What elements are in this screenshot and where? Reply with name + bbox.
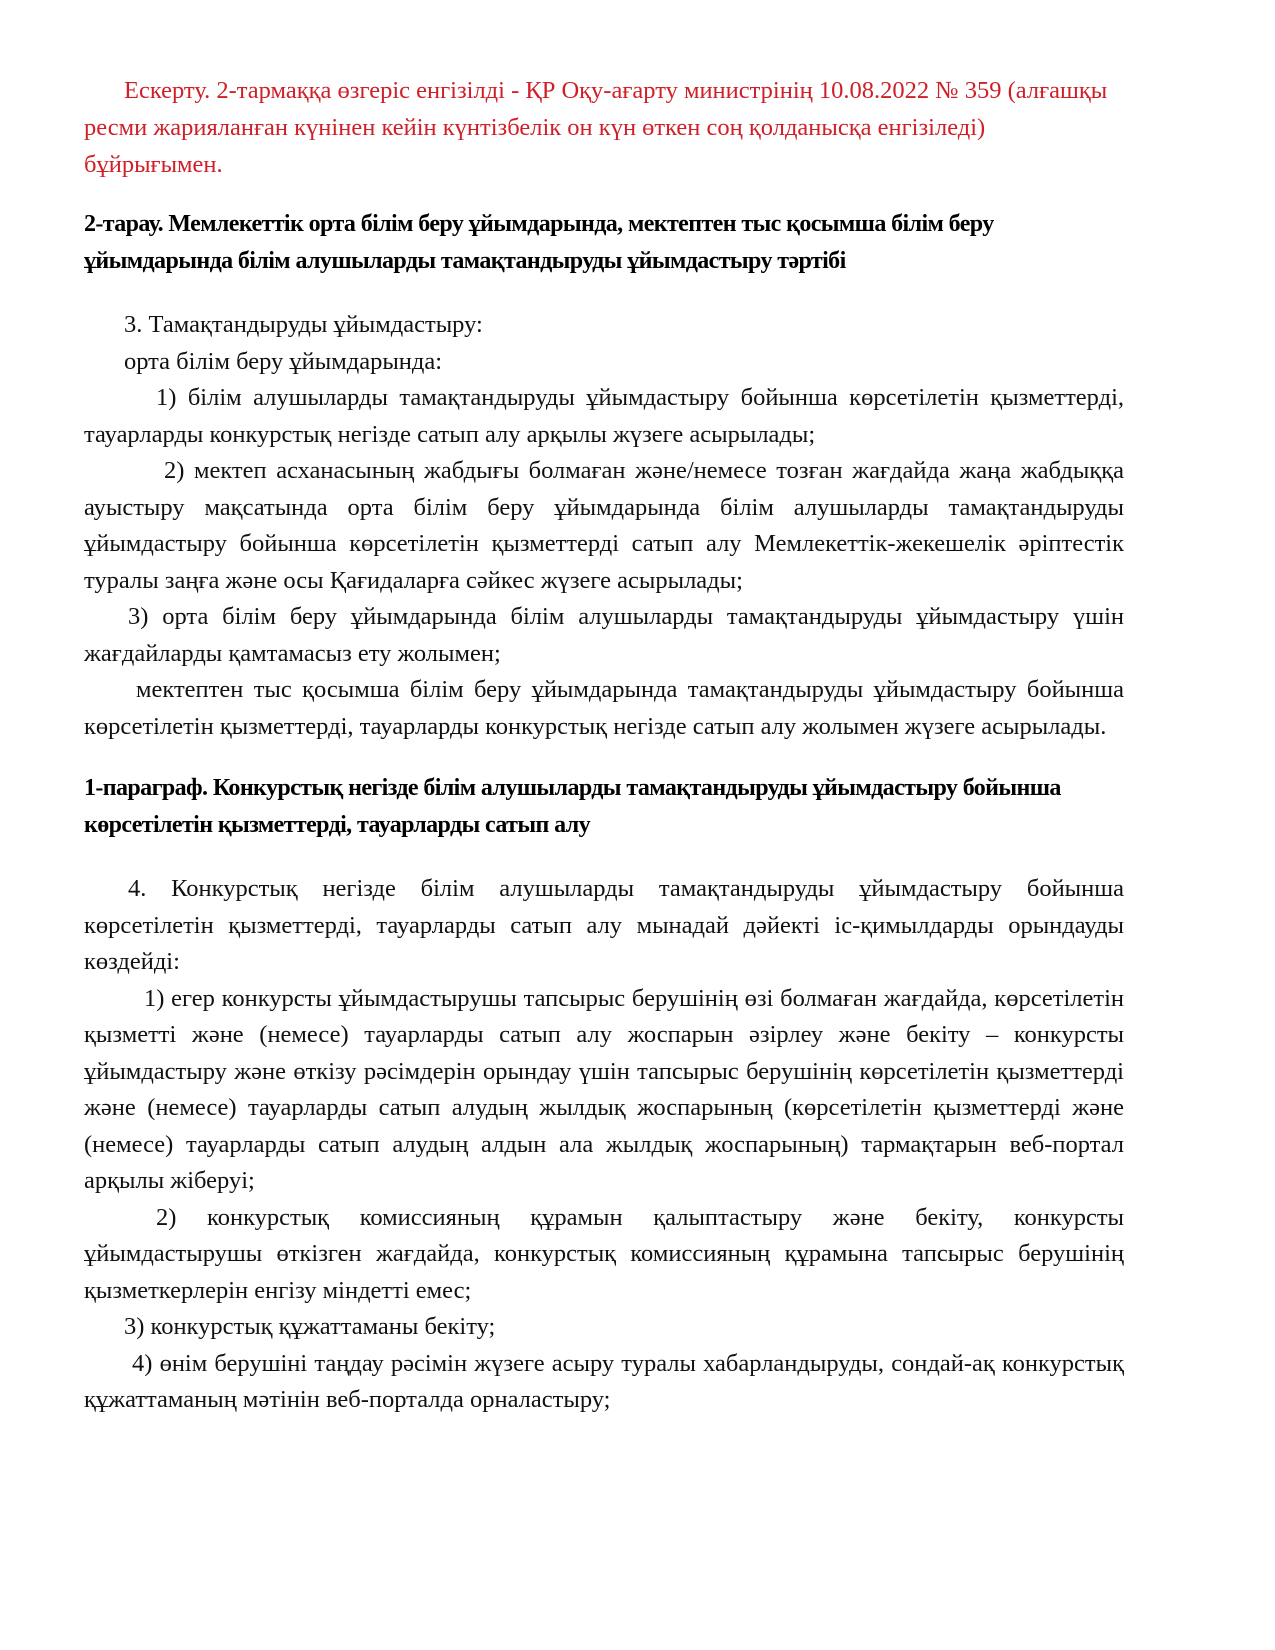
section-3-title: 3. Тамақтандыруды ұйымдастыру: xyxy=(124,311,483,338)
amendment-note: Ескерту. 2-тармаққа өзгеріс енгізілді - ҚР Оқу-ағарту министрінің 10.08.2022 № 359 (алғашқы ресми жарияланған күнінен кейін күнтізбелік он күн өткен соң қолданысқа енгізіледі) бұйрығымен. xyxy=(84,77,1108,178)
paragraph-heading: 1-параграф. Конкурстық негізде білім алушыларды тамақтандыруды ұйымдастыру бойынша көрсетілетін қызметтерді, тауарларды сатып алу xyxy=(84,775,1061,838)
section-4-item-2: 2) конкурстық комиссияның құрамын қалыптастыру және бекіту, конкурсты ұйымдастырушы өткізген жағдайда, конкурстық комиссияның құрамына тапсырыс берушінің қызметкерлерін енгізу міндетті емес; xyxy=(84,1203,1124,1304)
document-page xyxy=(84,72,1124,1419)
chapter-heading: 2-тарау. Мемлекеттік орта білім беру ұйымдарында, мектептен тыс қосымша білім беру ұйымдарында білім алушыларды тамақтандыруды ұйымдастыру тәртібі xyxy=(84,211,994,274)
section-3-item-2: 2) мектеп асханасының жабдығы болмаған және/немесе тозған жағдайда жаңа жабдыққа ауыстыру мақсатында орта білім беру ұйымдарында білім алушыларды тамақтандыруды ұйымдастыру бойынша көрсетілетін қызметтерді сатып алу Мемлекеттік-жекешелік әріптестік туралы заңға және осы Қағидаларға сәйкес жүзеге асырылады; xyxy=(84,457,1124,594)
section-4-item-1: 1) егер конкурсты ұйымдастырушы тапсырыс берушінің өзі болмаған жағдайда, көрсетілетін қызметті және (немесе) тауарларды сатып алу жоспарын әзірлеу және бекіту – конкурсты ұйымдастыру және өткізу рәсімдерін орындау үшін тапсырыс берушінің көрсетілетін қызметтерді және (немесе) тауарларды сатып алудың жылдық жоспарының (көрсетілетін қызметтерді және (немесе) тауарларды сатып алудың алдын ала жылдық жоспарының) тармақтарын веб-портал арқылы жіберуі; xyxy=(84,984,1124,1194)
section-3-intro: орта білім беру ұйымдарында: xyxy=(124,347,443,375)
section-4-item-3: 3) конкурстық құжаттаманы бекіту; xyxy=(124,1313,496,1340)
section-3-extra: мектептен тыс қосымша білім беру ұйымдарында тамақтандыруды ұйымдастыру бойынша көрсетілетін қызметтерді, тауарларды конкурстық негізде сатып алу жолымен жүзеге асырылады. xyxy=(84,676,1124,740)
section-3-item-1: 1) білім алушыларды тамақтандыруды ұйымдастыру бойынша көрсетілетін қызметтерді, тауарларды конкурстық негізде сатып алу арқылы жүзеге асырылады; xyxy=(84,384,1124,448)
section-4-item-4: 4) өнім берушіні таңдау рәсімін жүзеге асыру туралы хабарландыруды, сондай-ақ конкурстық құжаттаманың мәтінін веб-порталда орналастыру; xyxy=(84,1349,1124,1413)
section-3-item-3: 3) орта білім беру ұйымдарында білім алушыларды тамақтандыруды ұйымдастыру үшін жағдайларды қамтамасыз ету жолымен; xyxy=(84,603,1124,667)
section-4-title: 4. Конкурстық негізде білім алушыларды тамақтандыруды ұйымдастыру бойынша көрсетілетін қызметтерді, тауарларды сатып алу мынадай дәйекті іс-қимылдарды орындауды көздейді: xyxy=(84,875,1124,975)
